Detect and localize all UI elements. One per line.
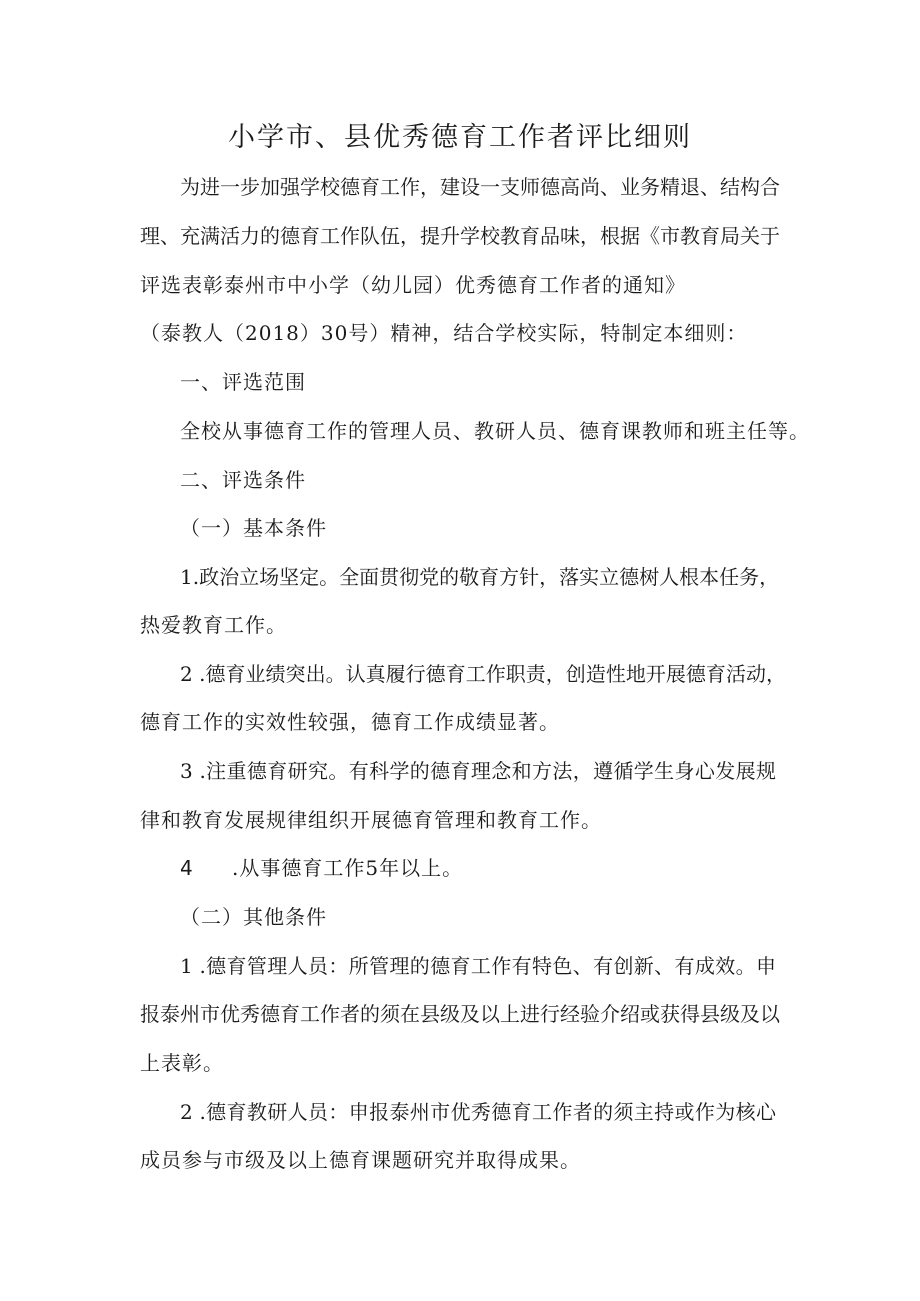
intro-line-4: （泰教人（2018）30号）精神，结合学校实际，特制定本细则： xyxy=(140,321,748,345)
basic-conditions-heading: （一）基本条件 xyxy=(180,516,327,540)
basic-item-2-line-1: 2 .德育业绩突出。认真履行德育工作职责，创造性地开展德育活动， xyxy=(180,662,786,686)
section-1-body: 全校从事德育工作的管理人员、教研人员、德育课教师和班主任等。 xyxy=(180,419,810,443)
intro-line-3: 评选表彰泰州市中小学（幼儿园）优秀德育工作者的通知》 xyxy=(140,273,686,297)
basic-item-4-text: .从事德育工作5年以上。 xyxy=(232,856,464,880)
basic-item-3-line-1: 3 .注重德育研究。有科学的德育理念和方法，遵循学生身心发展规 xyxy=(180,759,776,783)
intro-line-2: 理、充满活力的德育工作队伍，提升学校教育品味，根据《市教育局关于 xyxy=(140,224,780,248)
basic-item-2-line-2: 德育工作的实效性较强，德育工作成绩显著。 xyxy=(140,710,560,734)
other-item-2-line-1: 2 .德育教研人员：申报泰州市优秀德育工作者的须主持或作为核心 xyxy=(180,1100,776,1124)
document-title: 小学市、县优秀德育工作者评比细则 xyxy=(228,122,692,153)
other-item-1-line-1: 1 .德育管理人员：所管理的德育工作有特色、有创新、有成效。申 xyxy=(180,954,776,978)
other-item-1-line-2: 报泰州市优秀德育工作者的须在县级及以上进行经验介绍或获得县级及以 xyxy=(140,1002,780,1026)
other-item-1-line-3: 上表彰。 xyxy=(140,1051,224,1075)
basic-item-1-line-1: 1.政治立场坚定。全面贯彻党的敬育方针，落实立德树人根本任务， xyxy=(180,565,780,589)
basic-item-1-line-2: 热爱教育工作。 xyxy=(140,613,287,637)
other-item-2-line-2: 成员参与市级及以上德育课题研究并取得成果。 xyxy=(140,1148,581,1172)
section-1-heading: 一、评选范围 xyxy=(180,370,306,394)
other-conditions-heading: （二）其他条件 xyxy=(180,905,327,929)
basic-item-3-line-2: 律和教育发展规律组织开展德育管理和教育工作。 xyxy=(140,808,602,832)
intro-line-1: 为进一步加强学校德育工作，建设一支师德高尚、业务精退、结构合 xyxy=(180,175,780,199)
section-2-heading: 二、评选条件 xyxy=(180,468,306,492)
basic-item-4-number: 4 xyxy=(180,856,194,880)
